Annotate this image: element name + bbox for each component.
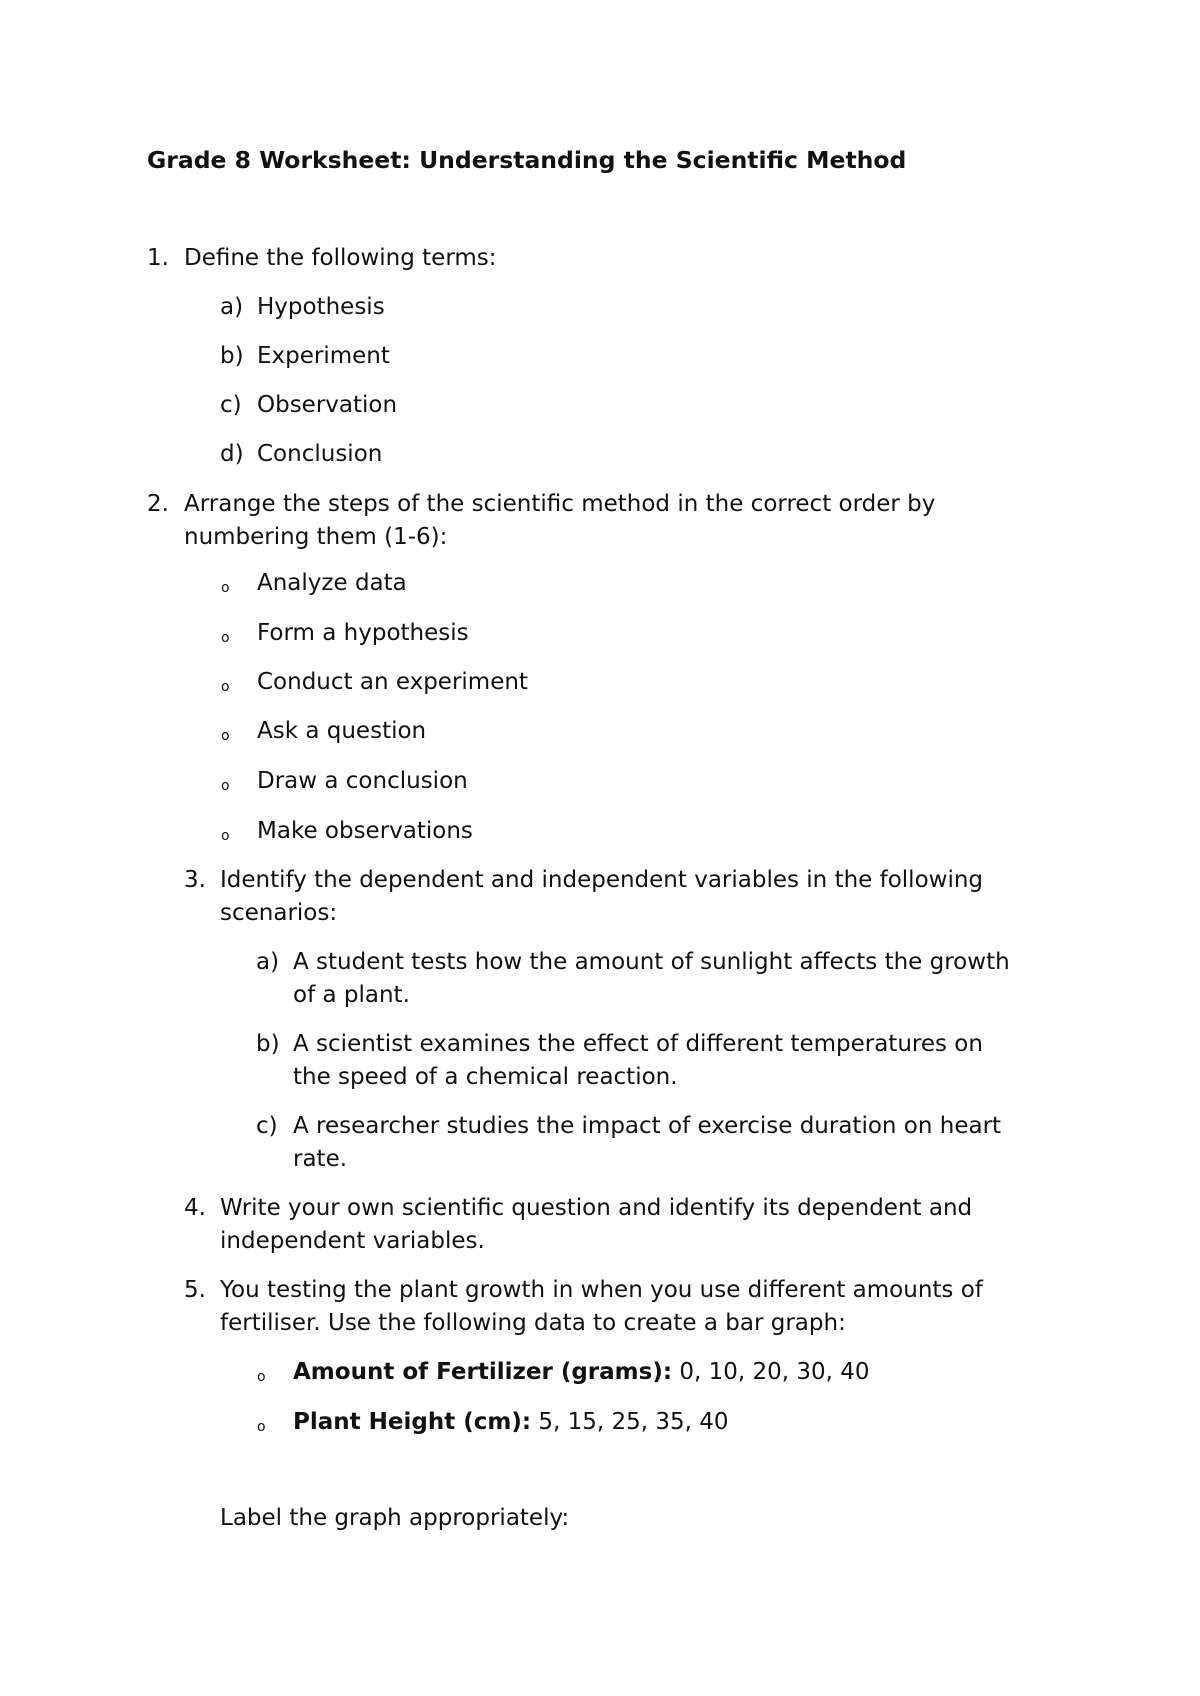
q3-item-a-line2: of a plant. bbox=[293, 982, 410, 1008]
bullet-icon: o bbox=[221, 679, 230, 695]
q1-item-a-text: Hypothesis bbox=[257, 294, 385, 320]
bullet-icon: o bbox=[221, 630, 230, 646]
q1-item-a-marker: a) bbox=[220, 294, 244, 320]
q5-data-label: Amount of Fertilizer (grams): bbox=[293, 1359, 673, 1385]
q2-step-text: Draw a conclusion bbox=[257, 768, 468, 794]
q2-step-text: Analyze data bbox=[257, 570, 407, 596]
q4-number: 4. bbox=[184, 1195, 206, 1221]
q3-line2: scenarios: bbox=[220, 900, 338, 926]
bullet-icon: o bbox=[221, 728, 230, 744]
q5-line1: You testing the plant growth in when you use different amounts of bbox=[220, 1277, 983, 1303]
q1-item-b-marker: b) bbox=[220, 343, 244, 369]
q3-item-b-line1: A scientist examines the effect of different temperatures on bbox=[293, 1031, 983, 1057]
bullet-icon: o bbox=[257, 1369, 266, 1385]
q2-step-text: Form a hypothesis bbox=[257, 620, 469, 646]
q3-number: 3. bbox=[184, 867, 206, 893]
q3-item-c-line2: rate. bbox=[293, 1146, 348, 1172]
q5-line2: fertiliser. Use the following data to create a bar graph: bbox=[220, 1310, 846, 1336]
q1-number: 1. bbox=[147, 245, 169, 271]
bullet-icon: o bbox=[257, 1419, 266, 1435]
q1-item-d-text: Conclusion bbox=[257, 441, 383, 467]
q3-item-c-line1: A researcher studies the impact of exercise duration on heart bbox=[293, 1113, 1002, 1139]
bullet-icon: o bbox=[221, 580, 230, 596]
q5-data-label: Plant Height (cm): bbox=[293, 1409, 532, 1435]
q4-line2: independent variables. bbox=[220, 1228, 485, 1254]
q1-item-d-marker: d) bbox=[220, 441, 244, 467]
bullet-icon: o bbox=[221, 828, 230, 844]
q5-data-row bbox=[293, 1356, 870, 1388]
q5-data-values: 5, 15, 25, 35, 40 bbox=[538, 1409, 729, 1435]
q3-item-a-marker: a) bbox=[256, 949, 280, 975]
q5-number: 5. bbox=[184, 1277, 206, 1303]
q1-item-b-text: Experiment bbox=[257, 343, 390, 369]
q1-text: Define the following terms: bbox=[184, 245, 497, 271]
bullet-icon: o bbox=[221, 778, 230, 794]
q2-step-text: Conduct an experiment bbox=[257, 669, 528, 695]
q3-item-a-line1: A student tests how the amount of sunlight affects the growth bbox=[293, 949, 1010, 975]
q1-item-c-text: Observation bbox=[257, 392, 398, 418]
q5-data-values: 0, 10, 20, 30, 40 bbox=[679, 1359, 870, 1385]
q2-line2: numbering them (1-6): bbox=[184, 524, 448, 550]
q2-step-text: Make observations bbox=[257, 818, 473, 844]
q3-item-c-marker: c) bbox=[256, 1113, 278, 1139]
q2-number: 2. bbox=[147, 491, 169, 517]
q2-step-text: Ask a question bbox=[257, 718, 427, 744]
q3-item-b-marker: b) bbox=[256, 1031, 280, 1057]
q5-data-row bbox=[293, 1406, 729, 1438]
graph-instruction: Label the graph appropriately: bbox=[220, 1505, 570, 1531]
q3-item-b-line2: the speed of a chemical reaction. bbox=[293, 1064, 678, 1090]
q4-line1: Write your own scientific question and identify its dependent and bbox=[220, 1195, 973, 1221]
page-title: Grade 8 Worksheet: Understanding the Scientific Method bbox=[147, 146, 907, 174]
q3-line1: Identify the dependent and independent variables in the following bbox=[220, 867, 984, 893]
q2-line1: Arrange the steps of the scientific method in the correct order by bbox=[184, 491, 936, 517]
q1-item-c-marker: c) bbox=[220, 392, 242, 418]
